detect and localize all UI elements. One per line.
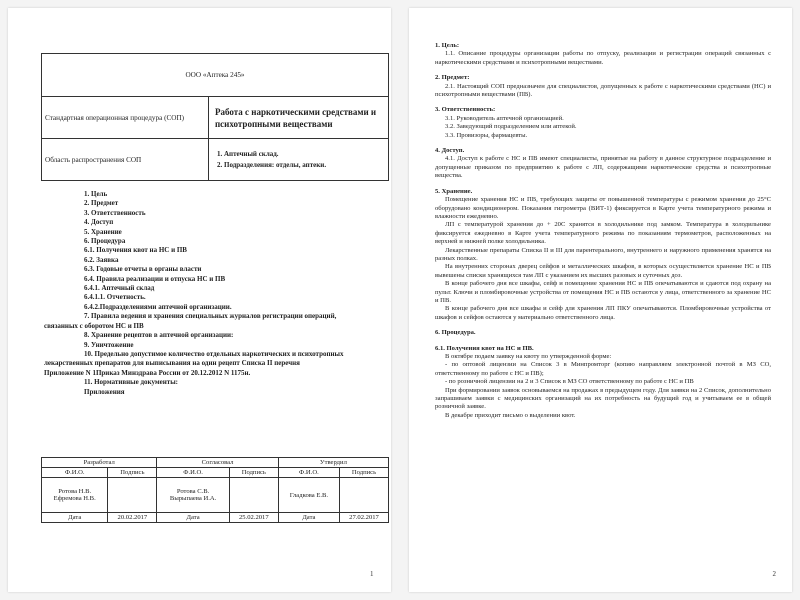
section-paragraph: В конце рабочего дня все шкафы, сейф и помещение хранения НС и ПВ опечатываются и сдаются под охрану на пульт. Ключи и пломбировочные устройства от помещения НС и ПВ остаются у лица, ответственного за хранение НС и ПВ. bbox=[435, 280, 771, 304]
section-heading: 2. Предмет: bbox=[435, 74, 470, 82]
toc-item: 5. Хранение bbox=[84, 227, 122, 236]
toc-item: 10. Предельно допустимое количество отдельных наркотических и психотропных bbox=[84, 349, 344, 358]
section-paragraph: 1.1. Описание процедуры организации работы по отпуску, реализации и регистрации операций связанных с наркотическими средствами и психотропными веществами. bbox=[435, 50, 771, 66]
signer-names: Ротова С.В. Вырыпаева И.А. bbox=[157, 478, 229, 513]
signer-names: Гладкова Е.В. bbox=[278, 478, 339, 513]
document-page-2 bbox=[409, 8, 792, 592]
document-page-1 bbox=[8, 8, 391, 592]
toc-item: 6. Процедура bbox=[84, 237, 126, 246]
section-heading: 3. Ответственность: bbox=[435, 106, 496, 114]
area-label: Область распространения СОП bbox=[42, 139, 209, 181]
toc-item: связанных с оборотом НС и ПВ bbox=[44, 321, 144, 330]
sop-title: Работа с наркотическими средствами и психотропными веществами bbox=[209, 97, 389, 139]
toc-item: 3. Ответственность bbox=[84, 208, 146, 217]
section-paragraph: - по розничной лицензии на 2 и 3 Список в МЗ СО ответственному по работе с НС и ПВ bbox=[445, 378, 694, 386]
toc-item: 4. Доступ bbox=[84, 218, 114, 227]
sop-label: Стандартная операционная процедура (СОП) bbox=[42, 97, 209, 139]
sign-group-header: Согласовал bbox=[157, 458, 278, 468]
signature-cell bbox=[340, 478, 389, 513]
section-paragraph: ЛП с температурой хранения до + 20С хранятся в холодильнике под замком. Температура в холодильнике фиксируется ежедневно в Карте учета температурного режима по показаниям термометров, расположенных на верхней и нижней полке холодильника. bbox=[435, 221, 771, 246]
signature-cell bbox=[108, 478, 157, 513]
col-sign: Подпись bbox=[340, 468, 389, 478]
date-label: Дата bbox=[157, 513, 229, 523]
section-heading: 1. Цель: bbox=[435, 42, 460, 49]
col-sign: Подпись bbox=[108, 468, 157, 478]
signature-table bbox=[41, 457, 389, 523]
toc-item: лекарственных препаратов для выписывания на один рецепт Списка II перечня bbox=[44, 359, 300, 368]
sign-group-header: Утвердил bbox=[278, 458, 388, 468]
toc-item: 1. Цель bbox=[84, 190, 108, 198]
section-paragraph: При формировании заявок основываемся на продажах в предыдущем году. Для заявки на 2 Список, дополнительно запрашиваем заявки с медицинских организаций на их потребность на будущий год и учитываем ее в общей розничной заявке. bbox=[435, 386, 771, 411]
page-number: 2 bbox=[772, 570, 776, 578]
toc-item: Приложения bbox=[84, 387, 125, 396]
toc-item: 6.4.1. Аптечный склад bbox=[84, 284, 155, 293]
section-heading: 5. Хранение. bbox=[435, 187, 473, 195]
toc-item: 9. Уничтожение bbox=[84, 340, 134, 349]
section-paragraph: На внутренних сторонах дверец сейфов и металлических шкафов, в которых осуществляется хранение НС и ПВ вывешены списки хранящихся там ЛП с указанием их высших разовых и суточных доз. bbox=[435, 263, 771, 279]
sop-header-table bbox=[41, 53, 389, 181]
area-item: 1. Аптечный склад. bbox=[217, 150, 279, 158]
toc-item: 11. Нормативные документы: bbox=[84, 378, 179, 387]
col-fio: Ф.И.О. bbox=[42, 468, 108, 478]
area-list bbox=[209, 139, 389, 181]
section-heading: 4. Доступ. bbox=[435, 147, 465, 155]
date-value: 27.02.2017 bbox=[340, 513, 389, 523]
toc-item: 2. Предмет bbox=[84, 199, 119, 208]
toc-item: 6.3. Годовые отчеты в органы власти bbox=[84, 265, 202, 274]
table-of-contents bbox=[44, 190, 386, 397]
section-heading: 6.1. Получения квот на НС и ПВ. bbox=[435, 344, 534, 352]
toc-item: 8. Хранение рецептов в аптечной организации: bbox=[84, 331, 234, 340]
toc-item: 6.4.2.Подразделениями аптечной организации. bbox=[84, 302, 232, 311]
toc-item: 6.4. Правила реализации и отпуска НС и ПВ bbox=[84, 274, 226, 283]
section-paragraph: 3.2. Заведующий подразделением или аптекой. bbox=[445, 123, 577, 131]
section-paragraph: 3.3. Провизоры, фармацевты. bbox=[445, 131, 528, 139]
section-paragraph: 3.1. Руководитель аптечной организацией. bbox=[445, 114, 564, 122]
section-paragraph: В октябре подаем заявку на квоту по утвержденной форме: bbox=[445, 353, 612, 360]
section-paragraph: Помещение хранения НС и ПВ, требующих защиты от повышенной температуры с режимом хранения до 25°С оборудовано кондиционером. Показания гигрометра (ВИТ-1) фиксируется в Карте учета температурного режима и влажности ежедневно. bbox=[435, 196, 771, 220]
section-paragraph: - по оптовой лицензии на Список 3 в Минпромторг (копию направляем электронной почтой в МЗ СО, ответственному по работе с НС и ПВ); bbox=[435, 361, 771, 377]
sign-group-header: Разработал bbox=[42, 458, 157, 468]
section-paragraph: 4.1. Доступ к работе с НС и ПВ имеют специалисты, принятые на работу в данное структурное подразделение и допущенные приказом по предприятию к работе с ЛП, содержащими наркотические средства и психотропные вещества. bbox=[435, 155, 771, 180]
col-fio: Ф.И.О. bbox=[278, 468, 339, 478]
organization-name: ООО «Аптека 245» bbox=[42, 54, 389, 97]
signer-names: Ротова Н.В. Ефремова Н.В. bbox=[42, 478, 108, 513]
area-item: 2. Подразделения: отделы, аптеки. bbox=[217, 161, 327, 169]
date-label: Дата bbox=[278, 513, 339, 523]
section-paragraph: Лекарственные препараты Списка II и III для парентерального, внутреннего и наружного применения хранятся на разных полках. bbox=[435, 246, 771, 262]
toc-item: 7. Правила ведения и хранения специальных журналов регистрации операций, bbox=[84, 312, 337, 321]
signature-cell bbox=[229, 478, 278, 513]
date-value: 20.02.2017 bbox=[108, 513, 157, 523]
page-number: 1 bbox=[370, 570, 374, 578]
section-heading: 6. Процедура. bbox=[435, 329, 476, 337]
page-2-body bbox=[435, 42, 771, 420]
col-sign: Подпись bbox=[229, 468, 278, 478]
toc-item: Приложение N 1Приказ Минздрава России от 20.12.2012 N 1175н. bbox=[44, 368, 251, 377]
toc-item: 6.4.1.1. Отчетность. bbox=[84, 293, 146, 302]
date-label: Дата bbox=[42, 513, 108, 523]
section-paragraph: В конце рабочего дня все шкафы и сейф для хранения ЛП ПКУ опечатываются. Пломбировочные устройства от шкафов и сейфов остаются у материально ответственного лица. bbox=[435, 305, 771, 321]
date-value: 25.02.2017 bbox=[229, 513, 278, 523]
section-paragraph: 2.1. Настоящий СОП предназначен для специалистов, допущенных к работе с наркотическими средствами (НС) и психотропными веществами (ПВ). bbox=[435, 82, 771, 99]
toc-item: 6.1. Получения квот на НС и ПВ bbox=[84, 246, 187, 255]
col-fio: Ф.И.О. bbox=[157, 468, 229, 478]
section-paragraph: В декабре приходит письмо о выделении квот. bbox=[445, 411, 576, 419]
toc-item: 6.2. Заявка bbox=[84, 255, 119, 264]
